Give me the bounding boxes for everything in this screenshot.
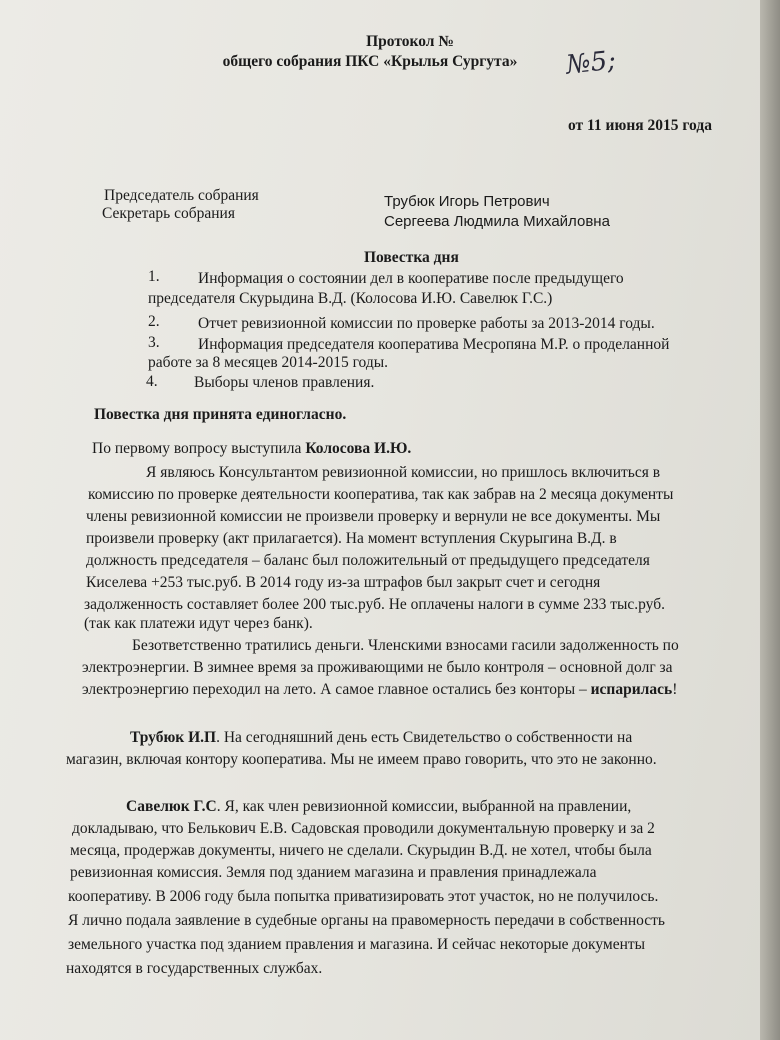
chair-label: Председатель собрания	[104, 187, 259, 204]
agenda-item-text: Выборы членов правления.	[194, 374, 375, 391]
agenda-item-number: 3.	[148, 334, 160, 351]
speech-emphasis: испарилась	[590, 681, 673, 698]
agenda-accepted: Повестка дня принята единогласно.	[94, 406, 347, 423]
speech-line: магазин, включая контору кооператива. Мы не имеем право говорить, что это не законно.	[66, 751, 657, 768]
speech-text: !	[672, 681, 678, 698]
first-question-intro	[92, 439, 411, 459]
agenda-item-text: председателя Скурыдина В.Д. (Колосова И.Ю. Савелюк Г.С.)	[148, 290, 553, 307]
agenda-item-text: Информация председателя кооператива Месропяна М.Р. о проделанной	[198, 336, 670, 353]
page-edge-shadow	[760, 0, 780, 1040]
agenda-item-number: 1.	[148, 268, 160, 285]
speech-line	[126, 797, 631, 817]
speech-line: месяца, продержав документы, ничего не сделали. Скурыдин В.Д. не хотел, чтобы была	[70, 842, 652, 859]
agenda-item-text: Отчет ревизионной комиссии по проверке работы за 2013-2014 годы.	[198, 315, 655, 332]
speech-line: произвели проверку (акт прилагается). На момент вступления Скурыгина В.Д. в	[86, 530, 617, 547]
chair-name: Трубюк Игорь Петрович	[384, 193, 550, 210]
speech-line: Я лично подала заявление в судебные органы на правомерность передачи в собственность	[68, 912, 665, 929]
speech-line: ревизионная комиссия. Земля под зданием магазина и правления принадлежала	[70, 864, 597, 881]
first-question-prefix: По первому вопросу выступила	[92, 440, 306, 457]
speaker-savelyuk: Савелюк Г.С	[126, 798, 217, 815]
agenda-heading: Повестка дня	[364, 249, 459, 266]
speech-line: кооперативу. В 2006 году была попытка приватизировать этот участок, но не получилось.	[68, 888, 659, 905]
speaker-kolosova: Колосова И.Ю.	[305, 440, 412, 457]
speech-line: должность председателя – баланс был положительный от предыдущего председателя	[86, 552, 650, 569]
document-subtitle: общего собрания ПКС «Крылья Сургута»	[222, 53, 518, 70]
secretary-label: Секретарь собрания	[102, 205, 235, 222]
speaker-trubyuk: Трубюк И.П	[130, 729, 217, 746]
agenda-item-text: работе за 8 месяцев 2014-2015 годы.	[148, 354, 389, 371]
speech-line-final	[82, 680, 677, 700]
agenda-item-number: 2.	[148, 313, 160, 330]
speech-text: . На сегодняшний день есть Свидетельство о собственности на	[216, 729, 633, 746]
speech-line: Безответственно тратились деньги. Членскими взносами гасили задолженность по	[132, 637, 679, 654]
speech-line: члены ревизионной комиссии не произвели проверку и вернули не все документы. Мы	[86, 508, 661, 525]
document-title: Протокол №	[366, 33, 454, 50]
speech-line: находятся в государственных службах.	[66, 960, 323, 977]
speech-line: (так как платежи идут через банк).	[84, 615, 313, 632]
speech-line	[130, 728, 632, 748]
speech-line: задолженность составляет более 200 тыс.руб. Не оплачены налоги в сумме 233 тыс.руб.	[84, 596, 665, 613]
handwritten-number: №5;	[564, 45, 618, 81]
agenda-item-text: Информация о состоянии дел в кооперативе после предыдущего	[198, 270, 624, 287]
speech-line: Я являюсь Консультантом ревизионной комиссии, но пришлось включиться в	[146, 464, 661, 481]
speech-line: земельного участка под зданием правления и магазина. И сейчас некоторые документы	[68, 936, 646, 953]
secretary-name: Сергеева Людмила Михайловна	[384, 213, 610, 230]
agenda-item-number: 4.	[146, 373, 158, 390]
speech-line: комиссию по проверке деятельности кооператива, так как забрав на 2 месяца документы	[88, 486, 674, 503]
speech-text: . Я, как член ревизионной комиссии, выбранной на правлении,	[216, 798, 632, 815]
speech-line: докладываю, что Белькович Е.В. Садовская проводили документальную проверку и за 2	[72, 820, 655, 837]
speech-line: Киселева +253 тыс.руб. В 2014 году из-за штрафов был закрыт счет и сегодня	[86, 574, 601, 591]
speech-text: электроэнергию переходил на лето. А самое главное остались без конторы –	[82, 681, 591, 698]
speech-line: электроэнергии. В зимнее время за проживающими не было контроля – основной долг за	[82, 659, 673, 676]
document-date: от 11 июня 2015 года	[568, 117, 712, 134]
